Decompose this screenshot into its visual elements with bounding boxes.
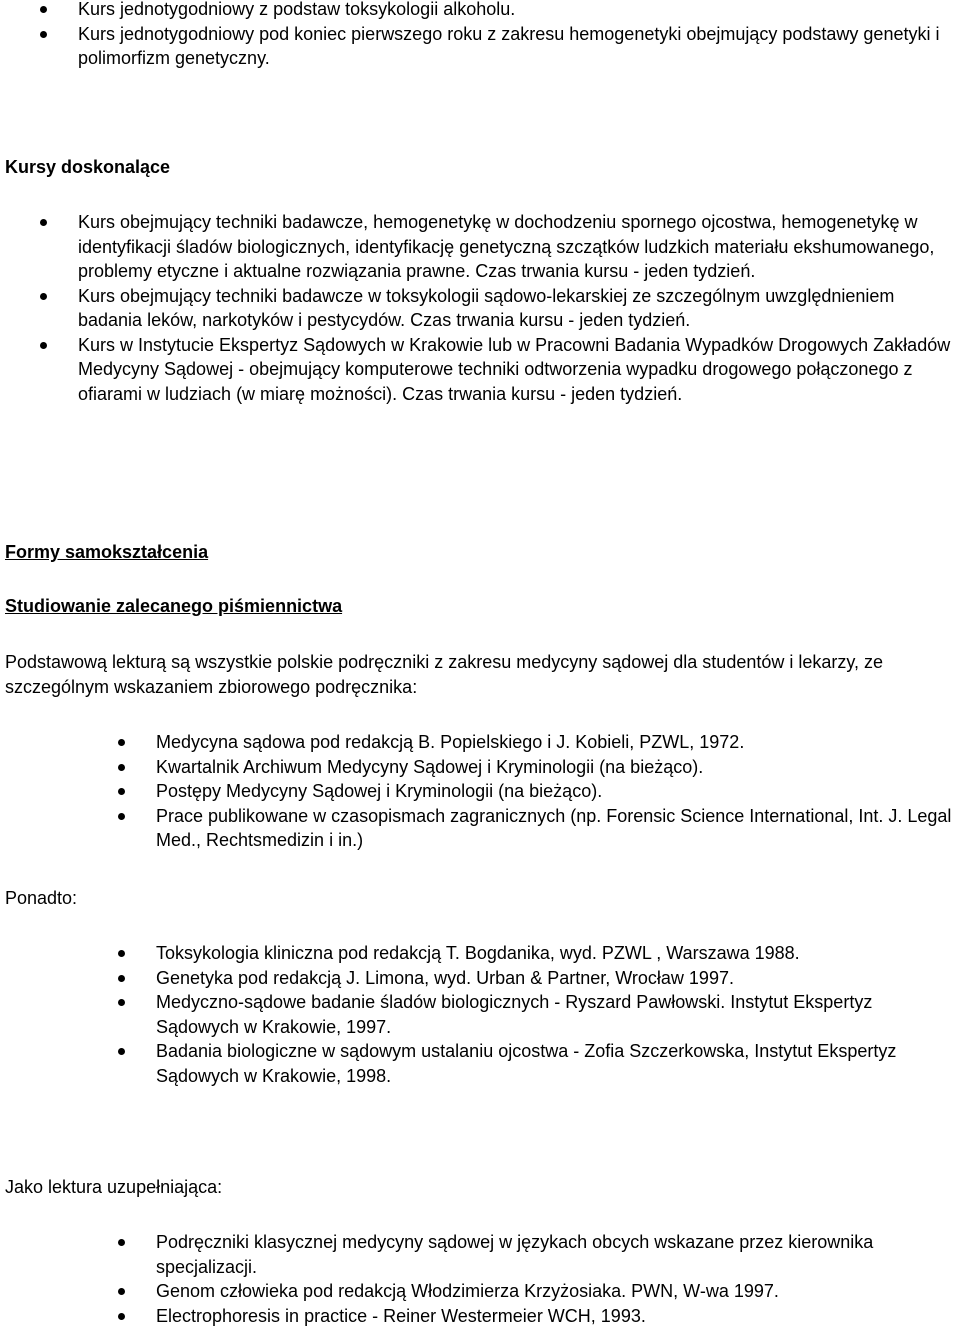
bullet-icon bbox=[118, 999, 125, 1006]
supplementary-reading-list bbox=[156, 1230, 956, 1328]
list-item-text: Electrophoresis in practice - Reiner Westermeier WCH, 1993. bbox=[156, 1305, 646, 1326]
top-course-list bbox=[78, 0, 958, 71]
bullet-icon bbox=[118, 1288, 125, 1295]
intro-paragraph: Podstawową lekturą są wszystkie polskie podręczniki z zakresu medycyny sądowej dla studentów i lekarzy, ze szczególnym wskazaniem zbiorowego podręcznika: bbox=[5, 652, 884, 697]
section-heading-improvement-courses: Kursy doskonalące bbox=[5, 157, 171, 177]
bullet-icon bbox=[118, 764, 125, 771]
list-item bbox=[156, 941, 956, 966]
list-item-text: Kurs obejmujący techniki badawcze, hemogenetykę w dochodzeniu spornego ojcostwa, hemogenetykę w identyfikacji śladów biologicznych, identyfikację genetyczną szczątków ludzkich materiału ekshumowanego, problemy etyczne i aktualne rozwiązania prawne. Czas trwania kursu - jeden tydzień. bbox=[78, 212, 935, 281]
bullet-icon bbox=[118, 950, 125, 957]
list-item-text: Prace publikowane w czasopismach zagranicznych (np. Forensic Science International, Int. J. Legal Med., Rechtsmedizin i in.) bbox=[156, 805, 952, 850]
list-item bbox=[156, 966, 956, 991]
bullet-icon bbox=[40, 342, 47, 349]
bullet-icon bbox=[40, 219, 47, 226]
list-item bbox=[156, 1230, 956, 1279]
besides-label: Ponadto: bbox=[5, 888, 78, 908]
list-item-text: Postępy Medycyny Sądowej i Kryminologii (na bieżąco). bbox=[156, 781, 603, 801]
list-item-text: Podręczniki klasycznej medycyny sądowej w językach obcych wskazane przez kierownika specjalizacji. bbox=[156, 1232, 874, 1277]
list-item bbox=[78, 333, 960, 407]
list-item bbox=[156, 1304, 956, 1329]
bullet-icon bbox=[118, 739, 125, 746]
list-item bbox=[156, 779, 956, 804]
bullet-icon bbox=[40, 31, 47, 38]
list-item-text: Genom człowieka pod redakcją Włodzimierza Krzyżosiaka. PWN, W-wa 1997. bbox=[156, 1281, 779, 1301]
list-item bbox=[156, 730, 956, 755]
list-item bbox=[78, 22, 958, 71]
additional-reading-list bbox=[156, 941, 956, 1088]
bullet-icon bbox=[40, 6, 47, 13]
list-item-text: Medyczno-sądowe badanie śladów biologicznych - Ryszard Pawłowski. Instytut Ekspertyz Sądowych w Krakowie, 1997. bbox=[156, 992, 873, 1037]
bullet-icon bbox=[40, 293, 47, 300]
bullet-icon bbox=[118, 1313, 125, 1320]
list-item bbox=[78, 284, 960, 333]
list-item bbox=[156, 990, 956, 1039]
list-item-text: Medycyna sądowa pod redakcją B. Popielskiego i J. Kobieli, PZWL, 1972. bbox=[156, 732, 745, 752]
list-item-text: Kurs jednotygodniowy pod koniec pierwszego roku z zakresu hemogenetyki obejmujący podstawy genetyki i polimorfizm genetyczny. bbox=[78, 23, 940, 68]
list-item-text: Badania biologiczne w sądowym ustalaniu ojcostwa - Zofia Szczerkowska, Instytut Ekspertyz Sądowych w Krakowie, 1998. bbox=[156, 1041, 897, 1086]
list-item-text: Kurs obejmujący techniki badawcze w toksykologii sądowo-lekarskiej ze szczególnym uwzględnieniem badania leków, narkotyków i pestycydów. Czas trwania kursu - jeden tydzień. bbox=[78, 285, 895, 330]
list-item bbox=[156, 804, 956, 853]
section-heading-self-study: Formy samokształcenia bbox=[5, 542, 209, 562]
bullet-icon bbox=[118, 1048, 125, 1055]
list-item-text: Genetyka pod redakcją J. Limona, wyd. Urban & Partner, Wrocław 1997. bbox=[156, 967, 734, 988]
list-item-text: Kwartalnik Archiwum Medycyny Sądowej i Kryminologii (na bieżąco). bbox=[156, 756, 704, 777]
supplementary-label: Jako lektura uzupełniająca: bbox=[5, 1177, 223, 1197]
list-item bbox=[78, 210, 960, 284]
list-item-text: Toksykologia kliniczna pod redakcją T. Bogdanika, wyd. PZWL , Warszawa 1988. bbox=[156, 943, 800, 963]
list-item bbox=[156, 1279, 956, 1304]
bullet-icon bbox=[118, 1239, 125, 1246]
bullet-icon bbox=[118, 975, 125, 982]
list-item bbox=[78, 0, 958, 22]
improvement-course-list bbox=[78, 210, 960, 406]
list-item bbox=[156, 755, 956, 780]
subheading-recommended-reading: Studiowanie zalecanego piśmiennictwa bbox=[5, 596, 343, 616]
list-item-text: Kurs jednotygodniowy z podstaw toksykologii alkoholu. bbox=[78, 0, 516, 19]
primary-reading-list bbox=[156, 730, 956, 853]
list-item bbox=[156, 1039, 956, 1088]
bullet-icon bbox=[118, 788, 125, 795]
bullet-icon bbox=[118, 813, 125, 820]
list-item-text: Kurs w Instytucie Ekspertyz Sądowych w Krakowie lub w Pracowni Badania Wypadków Drogowych Zakładów Medycyny Sądowej - obejmujący komputerowe techniki odtworzenia wypadku drogowego połączonego z ofiarami w ludziach (w miarę możności). Czas trwania kursu - jeden tydzień. bbox=[78, 334, 951, 404]
